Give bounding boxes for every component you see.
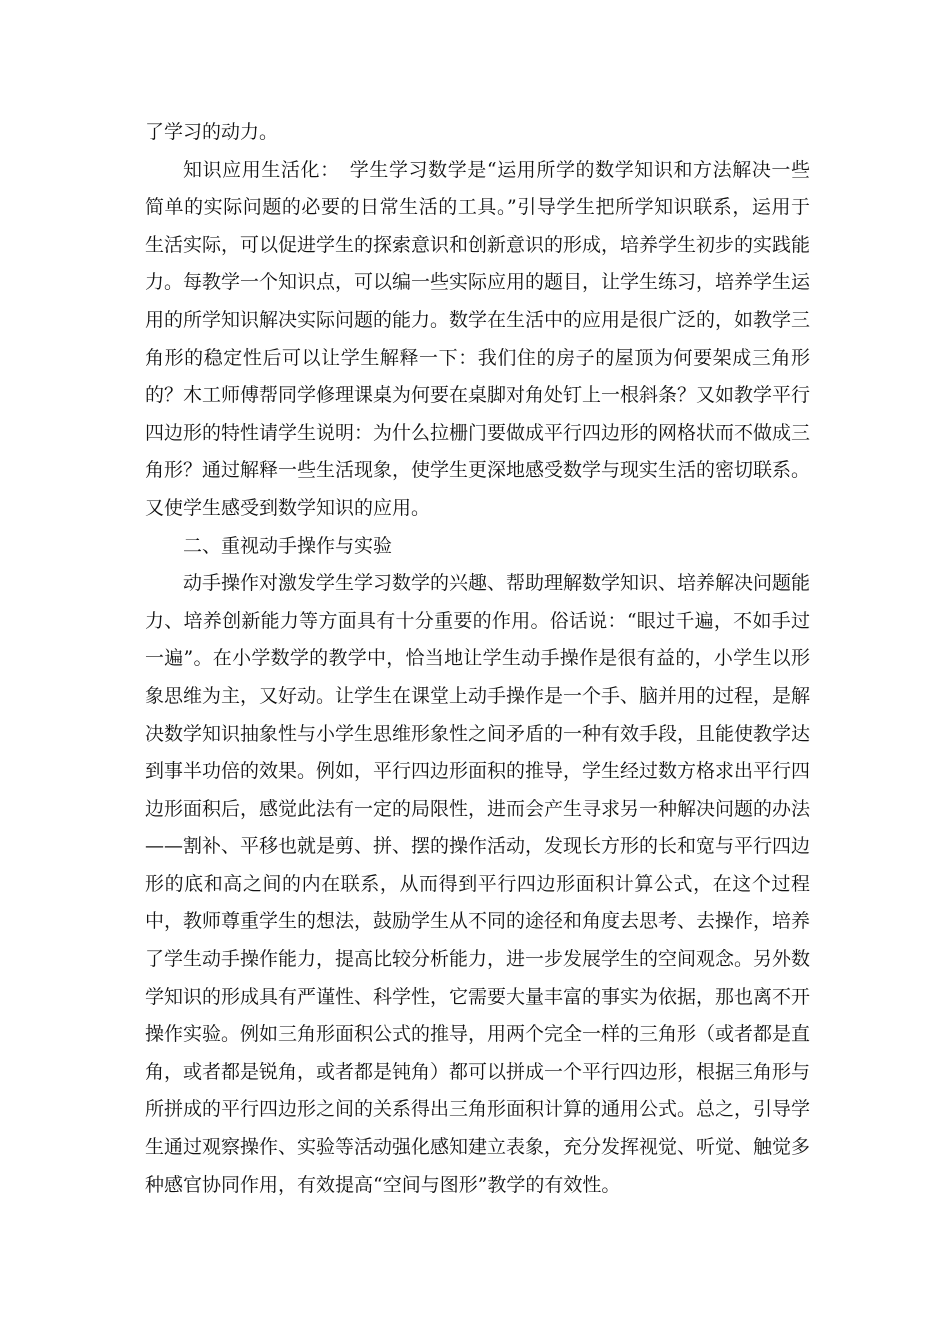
paragraph-continuation: 了学习的动力。 bbox=[145, 121, 279, 143]
paragraph-knowledge-application: 知识应用生活化： 学生学习数学是“运用所学的数学知识和方法解决一些简单的实际问题的必要的日常生活的工具。”引导学生把所学知识联系，运用于生活实际，可以促进学生的探索意识和创新意识的形成，培养学生初步的实践能力。每教学一个知识点，可以编一些实际应用的题目，让学生练习，培养学生运用的所学知识解决实际问题的能力。数学在生活中的应用是很广泛的，如教学三角形的稳定性后可以让学生解释一下：我们住的房子的屋顶为何要架成三角形的？木工师傅帮同学修理课桌为何要在桌脚对角处钉上一根斜条？又如教学平行四边形的特性请学生说明：为什么拉栅门要做成平行四边形的网格状而不做成三角形？通过解释一些生活现象，使学生更深地感受数学与现实生活的密切联系。又使学生感受到数学知识的应用。 bbox=[145, 158, 811, 519]
paragraph-hands-on-operation: 动手操作对激发学生学习数学的兴趣、帮助理解数学知识、培养解决问题能力、培养创新能力等方面具有十分重要的作用。俗话说：“眼过千遍，不如手过一遍”。在小学数学的教学中，恰当地让学生动手操作是很有益的，小学生以形象思维为主，又好动。让学生在课堂上动手操作是一个手、脑并用的过程，是解决数学知识抽象性与小学生思维形象性之间矛盾的一种有效手段，且能使教学达到事半功倍的效果。例如，平行四边形面积的推导，学生经过数方格求出平行四边形面积后，感觉此法有一定的局限性，进而会产生寻求另一种解决问题的办法——割补、平移也就是剪、拼、摆的操作活动，发现长方形的长和宽与平行四边形的底和高之间的内在联系，从而得到平行四边形面积计算公式，在这个过程中，教师尊重学生的想法，鼓励学生从不同的途径和角度去思考、去操作，培养了学生动手操作能力，提高比较分析能力，进一步发展学生的空间观念。另外数学知识的形成具有严谨性、科学性，它需要大量丰富的事实为依据，那也离不开操作实验。例如三角形面积公式的推导，用两个完全一样的三角形（或者都是直角，或者都是锐角，或者都是钝角）都可以拼成一个平行四边形，根据三角形与所拼成的平行四边形之间的关系得出三角形面积计算的通用公式。总之，引导学生通过观察操作、实验等活动强化感知建立表象，充分发挥视觉、听觉、触觉多种感官协同作用，有效提高“空间与图形”教学的有效性。 bbox=[145, 572, 811, 1196]
document-page bbox=[145, 114, 810, 1204]
section-heading: 二、重视动手操作与实验 bbox=[183, 534, 393, 557]
